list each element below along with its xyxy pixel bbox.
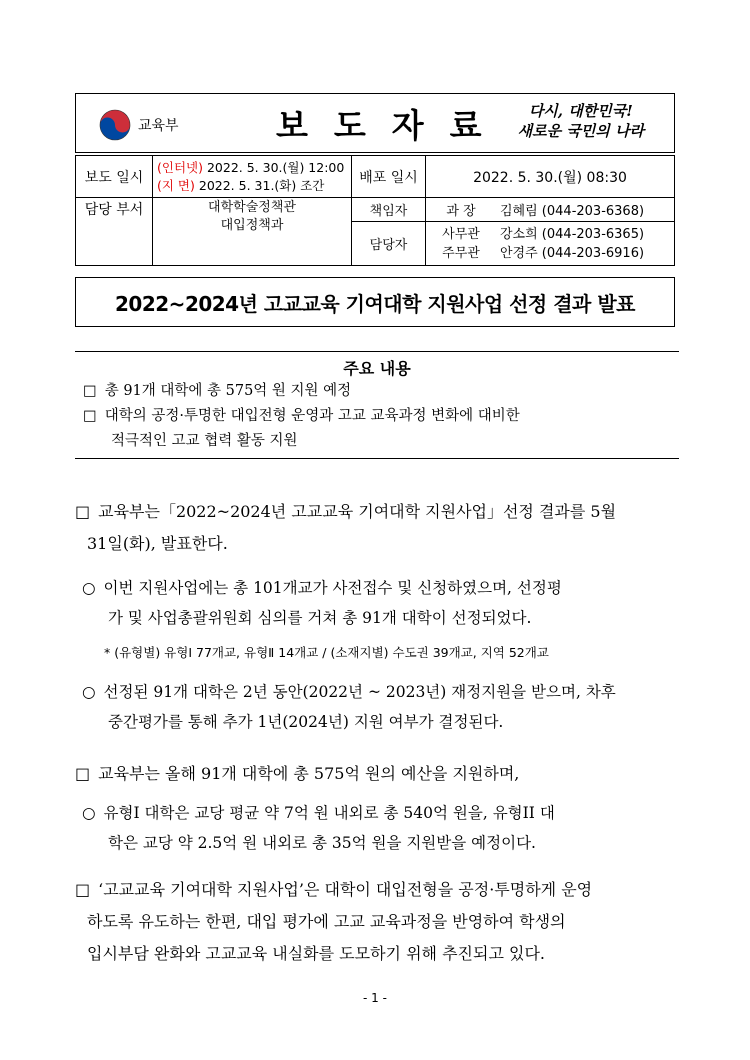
distribution-label: 배포 일시 — [352, 156, 426, 198]
paper-time: 2022. 5. 31.(화) 조간 — [198, 177, 325, 193]
staff-label: 담당자 — [352, 222, 426, 266]
manager-contact: 김혜림 (044-203-6368) — [496, 198, 675, 222]
government-slogan — [518, 101, 644, 141]
key-points-box — [75, 351, 679, 459]
ministry-name: 교육부 — [138, 118, 179, 134]
staff1-contact: 강소희 (044-203-6365) — [500, 226, 645, 242]
paragraph-2: □ 교육부는 올해 91개 대학에 총 575억 원의 예산을 지원하며, — [75, 764, 520, 783]
press-release-header — [75, 93, 675, 153]
ministry-logo — [98, 108, 179, 142]
headline: 2022~2024년 고교교육 기여대학 지원사업 선정 결과 발표 — [75, 277, 675, 327]
note-breakdown: * (유형별) 유형Ⅰ 77개교, 유형Ⅱ 14개교 / (소재지별) 수도권 39개교, 지역 52개교 — [104, 645, 549, 660]
paragraph-3: □ ‘고교교육 기여대학 지원사업’은 대학이 대입전형을 공정·투명하게 운영 하도록 유도하는 한편, 대입 평가에 고교 교육과정을 반영하여 학생의 입시부담 완화와 고교교육 내실화를 도모하기 위해 추진되고 있다. — [75, 880, 593, 963]
key-point-2-cont: 적극적인 고교 협력 활동 지원 — [111, 433, 298, 449]
sub-point-3: ○ 유형I 대학은 교당 평균 약 7억 원 내외로 총 540억 원을, 유형II 대 학은 교당 약 2.5억 원 내외로 총 35억 원을 지원받을 예정이다. — [82, 804, 555, 852]
department-2: 대입정책과 — [220, 218, 284, 233]
key-points-title: 주요 내용 — [343, 359, 411, 378]
departments — [153, 198, 352, 266]
paper-tag: (지 면) — [157, 177, 195, 193]
internet-time: 2022. 5. 30.(월) 12:00 — [206, 159, 345, 175]
release-info-table — [75, 155, 675, 266]
staff-contacts — [496, 222, 675, 266]
sub-point-1: ○ 이번 지원사업에는 총 101개교가 사전접수 및 신청하였으며, 선정평 가 및 사업총괄위원회 심의를 거쳐 총 91개 대학이 선정되었다. — [82, 579, 562, 627]
paragraph-1: □ 교육부는「2022~2024년 고교교육 기여대학 지원사업」선정 결과를 5월 31일(화), 발표한다. — [75, 502, 617, 553]
key-point-1: □ 총 91개 대학에 총 575억 원 지원 예정 — [83, 383, 352, 399]
slogan-line-2: 새로운 국민의 나라 — [517, 122, 644, 140]
staff2-title: 주무관 — [442, 245, 480, 261]
page-number: - 1 - — [363, 991, 387, 1005]
page-title: 보도자료 — [276, 106, 508, 145]
key-point-2: □ 대학의 공정·투명한 대입전형 운영과 고교 교육과정 변화에 대비한 — [83, 408, 520, 424]
release-times — [153, 156, 352, 198]
release-label: 보도 일시 — [76, 156, 153, 198]
staff2-contact: 안경주 (044-203-6916) — [500, 245, 645, 261]
slogan-line-1: 다시, 대한민국! — [528, 102, 633, 120]
staff-titles — [426, 222, 497, 266]
manager-label: 책임자 — [352, 198, 426, 222]
distribution-time: 2022. 5. 30.(월) 08:30 — [426, 156, 675, 198]
department-label: 담당 부서 — [76, 198, 153, 266]
department-1: 대학학술정책관 — [208, 200, 296, 215]
manager-title: 과 장 — [426, 198, 497, 222]
sub-point-2: ○ 선정된 91개 대학은 2년 동안(2022년 ~ 2023년) 재정지원을 받으며, 차후 중간평가를 통해 추가 1년(2024년) 지원 여부가 결정된다. — [82, 683, 616, 731]
taegeuk-emblem-icon — [98, 108, 132, 142]
staff1-title: 사무관 — [442, 226, 480, 242]
internet-tag: (인터넷) — [157, 159, 203, 175]
